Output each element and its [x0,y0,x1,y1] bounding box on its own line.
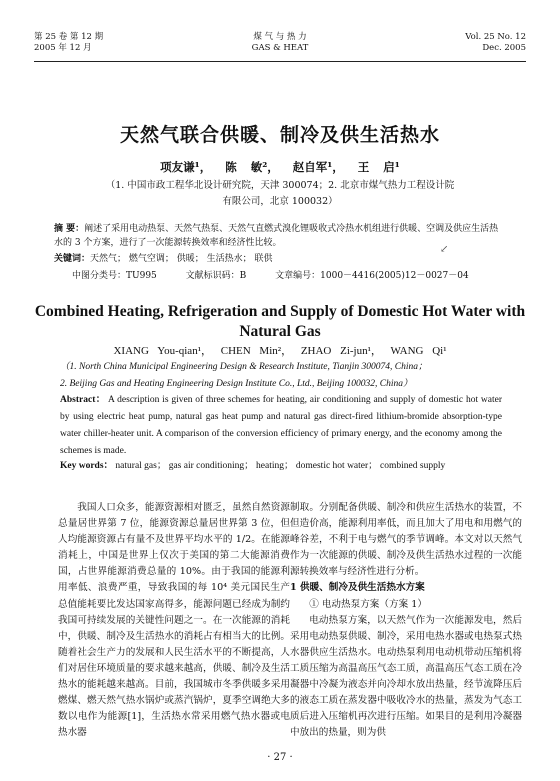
volume-issue: 第 25 卷 第 12 期 [34,32,104,42]
classification-line [72,268,495,281]
keywords-cn-label: 关键词： [54,254,91,264]
paper-title-cn: 天然气联合供暖、制冷及供生活热水 [119,124,440,146]
keywords-en-text: natural gas； gas air conditioning； heating； domestic hot water； combined supply [113,461,446,471]
header-center [34,32,526,54]
page-number: · 27 · [267,752,293,763]
body-paragraph: 我国人口众多，能源资源相对匮乏，虽然自然资源总量居世界第 7 位，能源资源总量居世界第 3 位，但人均能源资源占有量不及世界平均水平的 1/2。在能源消耗上，中国是世界上仅次于美国的第二大能源消费国，占世界能源消费总量的 10%。由于我国的能源利用率低、浪费严重，导致我国的每 10⁴ 美元国民生产总值能耗要比发达国家高得多，能源问题已经成为制约我国可持续发展的关键性问题之一。在一次能源的消耗中，供暖、制冷及生活热水的消耗占有相当大的比例。随着社会生产力的发展和人民生活水平的不断提高，人们对居住环境质量的要求越来越高，供暖、制冷及生活热水的能耗越来越高。目前，我国城市冬季供暖多采用燃煤、燃天然气热水锅炉或蒸汽锅炉，夏季空调绝大多数以电作为能源[1]，生活热水常采用燃气热水器或电热水器 [58,502,290,739]
section-heading: 1 供暖、制冷及供生活热水方案 [290,582,425,594]
subsection-heading: ① 电动热泵方案（方案 1） [309,598,427,610]
abstract-en-text: A description is given of three schemes for heating, air conditioning and supply of domestic hot water by using electric heat pump, natural gas heat pump and natural gas direct-fired lithium-bromide absorption-type water chiller-heater unit. A comparison of the conversion efficiency of primary energy, and the economy among the schemes is made. [60,395,502,456]
abstract-cn [54,222,500,250]
keywords-cn [54,252,500,266]
clc-number: 中图分类号：TU995 [72,271,157,281]
journal-name-en: GAS & HEAT [251,43,309,53]
abstract-en [60,392,502,460]
abstract-cn-label: 摘 要： [54,224,85,234]
authors-cn: 项友谦¹， 陈 敏²， 赵自军¹， 王 启¹ [160,160,400,174]
document-code: 文献标识码：B [185,271,247,281]
volume-issue-en: Vol. 25 No. 12 [465,32,526,42]
abstract-cn-text: 阐述了采用电动热泵、天然气热泵、天然气直燃式溴化锂吸收式冷热水机组进行供暖、空调及供应生活热水的 3 个方案，进行了一次能源转换效率和经济性比较。 [54,224,499,248]
article-number: 文章编号：1000－4416(2005)12－0027－04 [275,271,469,281]
paper-title-en: Combined Heating, Refrigeration and Supply of Domestic Hot Water with Natural Gas [34,303,526,340]
running-header [34,32,526,62]
affiliation-en-line2: 2. Beijing Gas and Heating Engineering Design Institute Co., Ltd., Beijing 100032, China） [60,379,413,389]
affiliation-cn-line1: （1. 中国市政工程华北设计研究院，天津 300074；2. 北京市煤气热力工程设计院 [105,180,455,191]
body-column-right [290,500,522,741]
affiliation-cn-line2: 有限公司，北京 100032） [222,196,338,207]
header-rule [34,61,526,62]
body-paragraph: 电动热泵方案，以天然气作为一次能源发电，然后采用电动热泵供暖、制冷，采用电热水器或电热泵式热水器供应生活热水。电动热泵利用电动机带动压缩机将工质压缩为高温高压气态工质，高温高压气态工质在冷凝器中冷凝为液态并向冷却水放出热量，经节流降压后的液态工质在蒸发器中吸收冷水的热量，蒸发为气态工质后进入压缩机再次进行压缩。如果目的是利用冷凝器中放出的热量，则为供 [290,614,522,739]
journal-name-cn: 煤 气 与 热 力 [253,32,307,42]
margin-mark: ↙ [440,244,449,255]
header-right [465,32,526,54]
keywords-cn-text: 天然气； 燃气空调； 供暖； 生活热水； 联供 [90,254,273,264]
body-column-left [58,500,290,741]
keywords-en [60,458,502,475]
affiliation-en-line1: （1. North China Municipal Engineering Design & Research Institute, Tianjin 300074, China； [60,362,428,372]
abstract-en-label: Abstract： [60,395,106,405]
issue-date-en: Dec. 2005 [482,43,526,53]
body-paragraph-continued: 制取。分别配备供暖、制冷和供应生活热水的装置，不但造价高，能源利用率低，而且加大了用电和用燃气的峰谷差，不利于电与燃气的季节调峰。本文对以天然气作为一次能源的供暖、制冷及供生活热水过程的一次能源转换效率与经济性进行分析。 [290,502,522,578]
authors-en: XIANG You-qian¹， CHEN Min²， ZHAO Zi-jun¹， WANG Qi¹ [113,345,447,357]
issue-date-cn: 2005 年 12 月 [34,43,92,53]
keywords-en-label: Key words： [60,461,114,471]
